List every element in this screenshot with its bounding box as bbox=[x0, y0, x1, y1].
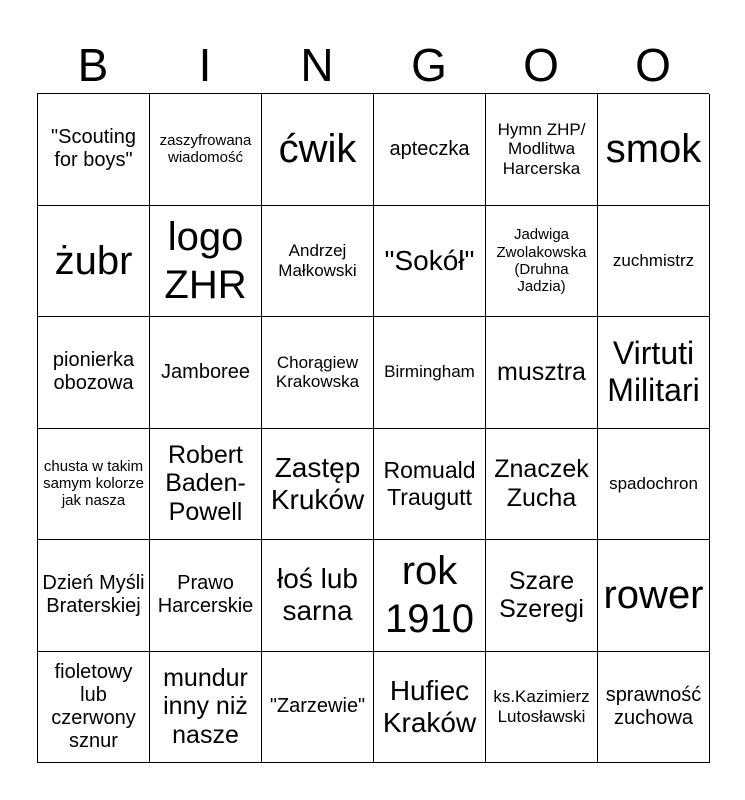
bingo-cell[interactable]: Virtuti Militari bbox=[598, 317, 710, 429]
bingo-cell[interactable]: Hymn ZHP/ Modlitwa Harcerska bbox=[486, 94, 598, 206]
header-letter-o2: O bbox=[635, 39, 671, 91]
bingo-cell[interactable]: chusta w takim samym kolorze jak nasza bbox=[38, 429, 150, 541]
bingo-cell[interactable]: apteczka bbox=[374, 94, 486, 206]
header-letter-i: I bbox=[198, 39, 212, 91]
bingo-cell[interactable]: łoś lub sarna bbox=[262, 540, 374, 652]
bingo-cell[interactable]: "Scouting for boys" bbox=[38, 94, 150, 206]
bingo-cell[interactable]: fioletowy lub czerwony sznur bbox=[38, 652, 150, 764]
bingo-cell[interactable]: Szare Szeregi bbox=[486, 540, 598, 652]
bingo-cell[interactable]: zaszyfrowana wiadomość bbox=[150, 94, 262, 206]
bingo-cell[interactable]: Dzień Myśli Braterskiej bbox=[38, 540, 150, 652]
bingo-cell[interactable]: Jadwiga Zwolakowska (Druhna Jadzia) bbox=[486, 206, 598, 318]
bingo-cell[interactable]: ks.Kazimierz Lutosławski bbox=[486, 652, 598, 764]
bingo-cell[interactable]: Znaczek Zucha bbox=[486, 429, 598, 541]
bingo-cell[interactable]: Zastęp Kruków bbox=[262, 429, 374, 541]
bingo-cell[interactable]: Robert Baden-Powell bbox=[150, 429, 262, 541]
bingo-cell[interactable]: Andrzej Małkowski bbox=[262, 206, 374, 318]
bingo-cell[interactable]: ćwik bbox=[262, 94, 374, 206]
bingo-cell[interactable]: rower bbox=[598, 540, 710, 652]
bingo-header bbox=[37, 36, 709, 94]
bingo-cell[interactable]: smok bbox=[598, 94, 710, 206]
bingo-cell[interactable]: Birmingham bbox=[374, 317, 486, 429]
bingo-cell[interactable]: żubr bbox=[38, 206, 150, 318]
header-letter-b: B bbox=[77, 39, 109, 91]
bingo-cell[interactable]: "Sokół" bbox=[374, 206, 486, 318]
bingo-cell[interactable]: sprawność zuchowa bbox=[598, 652, 710, 764]
bingo-cell[interactable]: "Zarzewie" bbox=[262, 652, 374, 764]
header-letter-g: G bbox=[411, 39, 447, 91]
bingo-cell[interactable]: musztra bbox=[486, 317, 598, 429]
bingo-cell[interactable]: Prawo Harcerskie bbox=[150, 540, 262, 652]
bingo-cell[interactable]: Hufiec Kraków bbox=[374, 652, 486, 764]
header-letter-o: O bbox=[523, 39, 559, 91]
bingo-cell[interactable]: logo ZHR bbox=[150, 206, 262, 318]
header-letter-n: N bbox=[300, 39, 334, 91]
bingo-cell[interactable]: Chorągiew Krakowska bbox=[262, 317, 374, 429]
bingo-cell[interactable]: zuchmistrz bbox=[598, 206, 710, 318]
bingo-grid bbox=[37, 93, 709, 763]
bingo-cell[interactable]: Jamboree bbox=[150, 317, 262, 429]
bingo-cell[interactable]: pionierka obozowa bbox=[38, 317, 150, 429]
bingo-cell[interactable]: spadochron bbox=[598, 429, 710, 541]
bingo-cell[interactable]: Romuald Traugutt bbox=[374, 429, 486, 541]
bingo-cell[interactable]: rok 1910 bbox=[374, 540, 486, 652]
bingo-cell[interactable]: mundur inny niż nasze bbox=[150, 652, 262, 764]
